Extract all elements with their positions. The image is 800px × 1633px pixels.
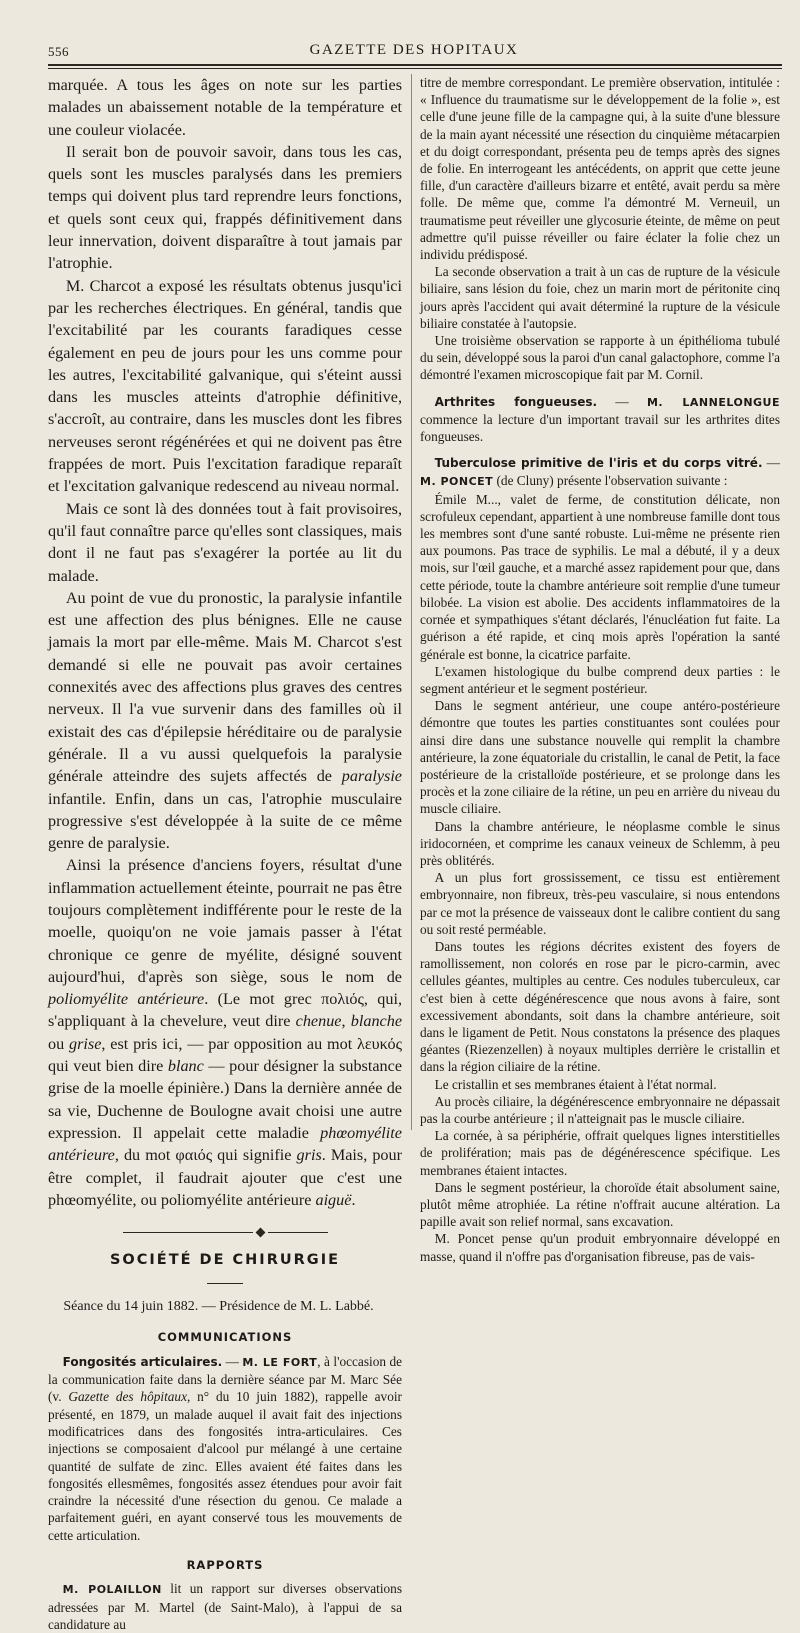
paragraph: Dans le segment antérieur, une coupe antéro-postérieure démontre que toutes les parties constituantes sont coulées pour ainsi dire dans une substance nouvelle qui remplit la chambre antérieure, la zone équatoriale du cristallin, le canal de Petit, la face postérieure de la cristalloïde postérieure, et se prolonge dans les procès et la zone ciliaire de la rétine, un peu en arrière du niveau du muscle ciliaire. (420, 698, 780, 817)
paragraph: Une troisième observation se rapporte à un épithélioma tubulé du sein, développé sous la paroi d'un canal galactophore, comme l'a démontré l'examen microscopique fait par M. Cornil. (420, 333, 780, 383)
paragraph: La seconde observation a trait à un cas de rupture de la vésicule biliaire, sans lésion du foie, chez un marin mort de péritonite cinq jours après l'accident qui avait déterminé la rupture de la vésicule biliaire constatée à l'autopsie. (420, 264, 780, 331)
society-title: SOCIÉTÉ DE CHIRURGIE (109, 1252, 341, 1269)
column-separator (411, 74, 412, 1130)
paragraph: Arthrites fongueuses. — M. LANNELONGUE commence la lecture d'un important travail sur les arthrites dites fongueuses. (420, 393, 780, 445)
paragraph: marquée. A tous les âges on note sur les parties malades un abaissement notable de la température et une couleur violacée. (48, 76, 402, 139)
header-rule-thin (48, 68, 782, 69)
paragraph: Au procès ciliaire, la dégénérescence embryonnaire ne dépassait pas la courbe antérieure ; il n'atteignait pas le muscle ciliaire. (420, 1093, 780, 1126)
paragraph: Émile M..., valet de ferme, de constitution délicate, non scrofuleux cependant, appartient à une nombreuse famille dont tous les membres sont d'une santé robuste. Lui-même ne présente rien aux poumons. Pas trace de syphilis. Le mal a débuté, il y a deux mois, sur l'œil gauche, et a marché assez rapidement pour que, dans cette période, toute la chambre antérieure soit remplie d'une tumeur bilobée. La vision est abolie. Des accidents inflammatoires de la cornée et sympathiques s'étant déclarés, l'énucléation fut faite. La guérison a été rapide, et cinq mois après l'opération la santé générale est bonne, la cicatrice parfaite. (420, 491, 781, 662)
paragraph: Tuberculose primitive de l'iris et du corps vitré. — M. PONCET (de Cluny) présente l'observation suivante : (420, 455, 780, 489)
journal-title: GAZETTE DES HOPITAUX (309, 42, 519, 58)
paragraph: M. POLAILLON lit un rapport sur diverses observations adressées par M. Martel (de Saint-Malo), à l'appui de sa candidature au (48, 1581, 402, 1632)
paragraph: Au point de vue du pronostic, la paralysie infantile est une affection des plus bénignes. Elle ne cause jamais la mort par elle-même. Mais M. Charcot s'est demandé si elle ne pouvait pas avoir certaines connexités avec des affections plus graves des centres nerveux. Il l'a vue survenir dans des familles où il existait des cas d'épilepsie héréditaire ou de paralysie générale. Il a vu aussi quelquefois la paralysie générale atteindre des sujets affectés de paralysie infantile. Enfin, dans un cas, l'atrophie musculaire progressive s'est développée à la suite de ce même genre de paralysie. (48, 588, 402, 853)
page-number: 556 (48, 44, 69, 59)
paragraph: M. Poncet pense qu'un produit embryonnaire développé en masse, quand il n'offre pas d'organisation fibreuse, pas de vais- (420, 1231, 780, 1264)
paragraph: Mais ce sont là des données tout à fait provisoires, qu'il faut connaître parce qu'elles sont classiques, mais dont il ne faut pas s'exagérer la portée au lit du malade. (48, 499, 402, 585)
paragraph: Dans toutes les régions décrites existent des foyers de ramollissement, non colorés en rose par le picro-carmin, avec cellules géantes, multiples au centre. Ces nodules tuberculeux, car c'est bien à cette dégénérescence que nous avons à faire, sont excessivement abondants, soit dans la chambre antérieure, soit dans le ligament de Petit. Nous constatons la présence des plaques géantes (Riezenzellen) à noyaux multiples derrière le cristallin et dans la région ciliaire de la rétine. (420, 938, 780, 1075)
seance-line: Séance du 14 juin 1882. — Présidence de M. L. Labbé. (63, 1299, 374, 1315)
communications-heading: COMMUNICATIONS (157, 1330, 293, 1345)
running-head (48, 44, 780, 64)
header-rule-thick (48, 64, 782, 66)
left-column (48, 74, 403, 1632)
paragraph: Le cristallin et ses membranes étaient à l'état normal. (434, 1076, 717, 1092)
paragraph: A un plus fort grossissement, ce tissu est entièrement embryonnaire, non fibreux, très-peu vasculaire, si nous entendons par ce mot la présence de vaisseaux dont le calibre contient du sang ou soit resté perméable. (420, 870, 780, 937)
rapports-heading: RAPPORTS (186, 1558, 264, 1572)
paragraph: L'examen histologique du bulbe comprend deux parties : le segment antérieur et le segment postérieur. (420, 663, 780, 696)
paragraph: Dans le segment postérieur, la choroïde était absolument saine, plutôt même atrophiée. La rétine n'offrait aucune altération. La papille avait son relief normal, sans excavation. (420, 1179, 780, 1230)
paragraph: Fongosités articulaires. — M. LE FORT, à l'occasion de la communication faite dans la dernière séance par M. Marc Sée (v. Gazette des hôpitaux, n° du 10 juin 1882), rappelle avoir présenté, en 1879, un malade auquel il avait fait des injections modificatrices dans des fongosités intra-articulaires. Ces injections se composaient d'alcool pur mélangé à une certaine quantité de sulfate de zinc. Elles avaient été faites dans les fongosités ellesmêmes, fongosités assez étendues pour avoir fait craindre la nécessité d'une résection du genou. Ce malade a parfaitement guéri, en ayant conservé tous les mouvements de cette articulation. (48, 1353, 402, 1543)
title-rule (207, 1283, 243, 1284)
paragraph: Il serait bon de pouvoir savoir, dans tous les cas, quels sont les muscles paralysés dans les premiers temps qui doivent plus tard reprendre leurs fonctions, et quels sont ceux qui, frappés définitivement dans leur innervation, doivent disparaître à tout jamais par l'atrophie. (48, 142, 402, 273)
paragraph: Ainsi la présence d'anciens foyers, résultat d'une inflammation actuellement éteinte, pourrait ne pas être toujours complètement indifférente pour le reste de la moelle, quoiqu'on ne voie jamais passer à l'état chronique ce genre de myélite, désigné souvent aujourd'hui, d'après son siège, sous le nom de poliomyélite antérieure. (Le mot grec πολιός, qui, s'appliquant à la chevelure, veut dire chenue, blanche ou grise, est pris ici, — par opposition au mot λευκός qui veut bien dire blanc — pour désigner la substance grise de la moelle épinière.) Dans la dernière année de sa vie, Duchenne de Boulogne avait choisi une autre expression. Il appelait cette maladie phœomyélite antérieure, du mot φαιός qui signifie gris. Mais, pour être complet, il faudrait ajouter que c'est une phœomyélite, ou poliomyélite antérieure aiguë. (48, 856, 403, 1209)
paragraph: Dans la chambre antérieure, le néoplasme comble le sinus iridocornéen, et comprime les canaux veineux de Schlemm, à peu près oblitérés. (420, 818, 780, 868)
section-ornament (48, 1221, 402, 1241)
paragraph: titre de membre correspondant. Le première observation, intitulée : « Influence du traumatisme sur le développement de la folie », est celle d'une jeune fille de la campagne qui, à la suite d'une blessure de la main ayant nécessité une résection du cinquième métacarpien et du doigt correspondant, présenta peu de temps après des signes de folie. En interrogeant les antécédents, on apprit que cette jeune fille, d'un caractère d'ailleurs bizarre et entêté, avait perdu sa mère folle. De même que, comme l'a démontré M. Verneuil, un traumatisme peut réveiller une glycosurie éteinte, de même on peut admettre qu'il puisse réveiller ou faire éclater la folie chez un individu prédisposé. (420, 75, 780, 263)
right-column (420, 74, 781, 1264)
paragraph: M. Charcot a exposé les résultats obtenus jusqu'ici par les recherches électriques. En général, tandis que l'excitabilité par les courants faradiques cesse également en peu de jours pour les uns comme pour les autres, l'excitabilité galvanique, qui s'éteint aussi dans les muscles atteints d'atrophie définitive, s'accroît, au contraire, dans les muscles dont les fibres nerveuses seront régénérées et qui ne doivent pas être frappées de mort. Puis l'excitation faradique reparaît et l'excitation galvanique redescend au niveau normal. (48, 276, 402, 496)
paragraph: La cornée, à sa périphérie, offrait quelques lignes interstitielles de prolifération; mais pas de dégénérescence spécifique. Les membranes étaient intactes. (420, 1128, 780, 1178)
